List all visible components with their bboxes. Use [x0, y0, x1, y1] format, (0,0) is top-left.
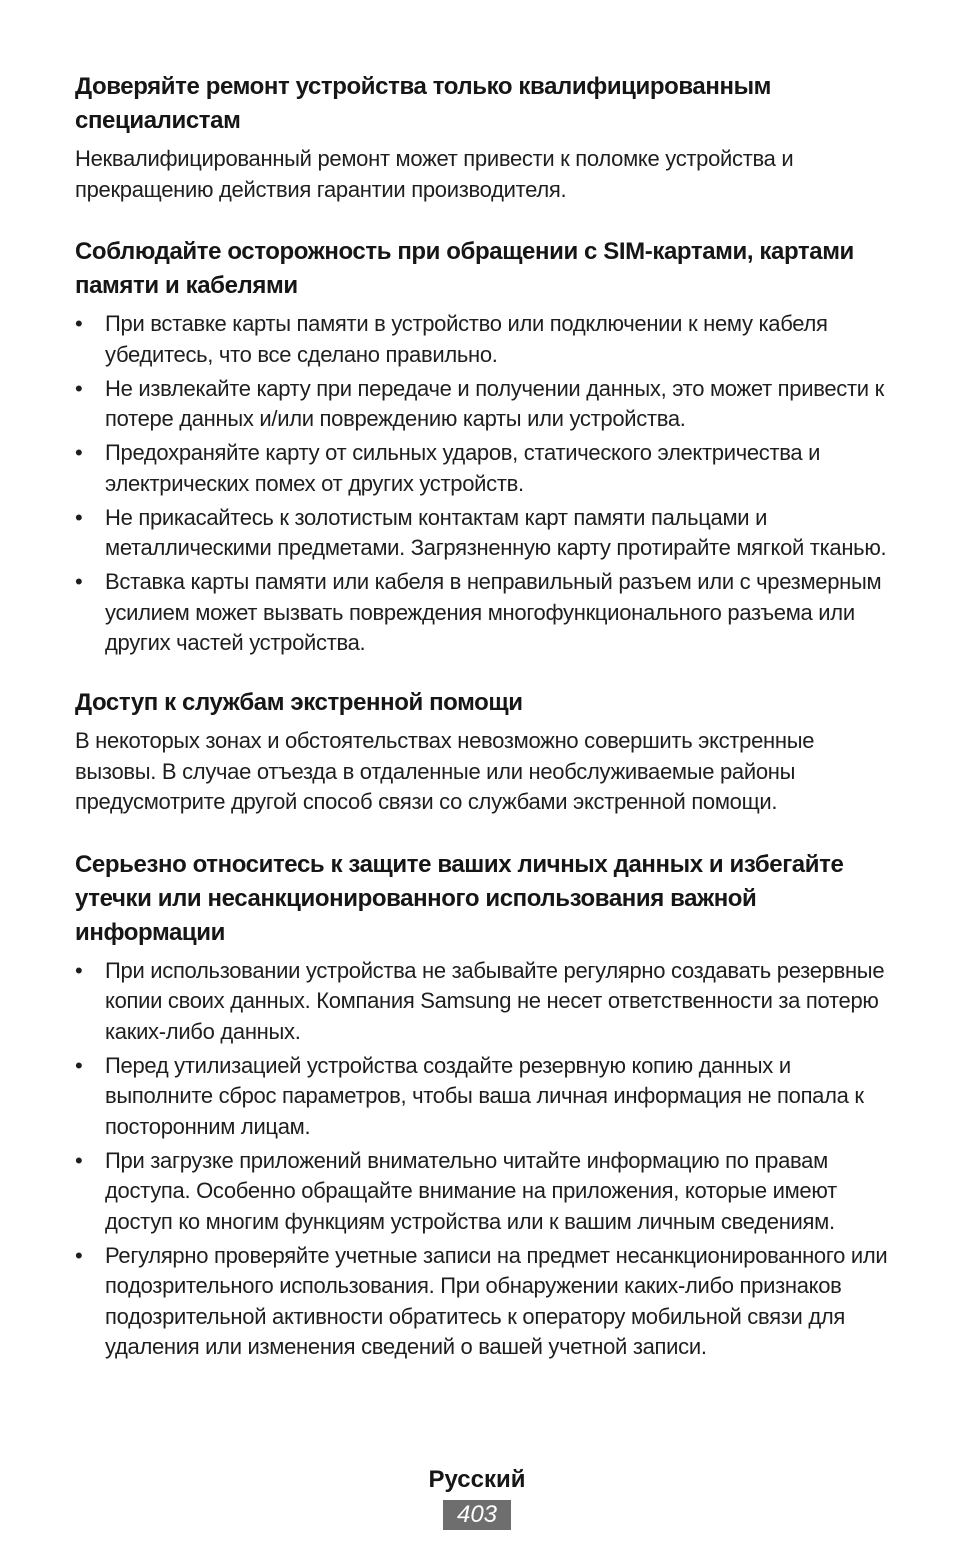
bullet-marker: • — [75, 1052, 83, 1078]
section-heading: Доступ к службам экстренной помощи — [75, 689, 523, 716]
section-heading: Доверяйте ремонт устройства только квалифицированным специалистам — [75, 73, 772, 134]
section-emergency — [75, 686, 890, 818]
section-paragraph: Неквалифицированный ремонт может привести к поломке устройства и прекращению действия гарантии производителя. — [75, 146, 794, 202]
page-footer — [0, 1462, 954, 1530]
bullet-list — [75, 956, 890, 1363]
list-item: • Не прикасайтесь к золотистым контактам карт памяти пальцами и металлическими предметами. Загрязненную карту протирайте мягкой тканью. — [75, 504, 887, 560]
list-item: • Вставка карты памяти или кабеля в неправильный разъем или с чрезмерным усилием может вызвать повреждения многофункционального разъема или других частей устройства. — [75, 569, 882, 655]
bullet-marker: • — [75, 440, 83, 465]
list-item: • Предохраняйте карту от сильных ударов, статического электричества и электрических помех от других устройств. — [75, 440, 821, 496]
bullet-marker: • — [75, 375, 83, 401]
bullet-marker: • — [75, 569, 83, 594]
list-item: • При использовании устройства не забывайте регулярно создавать резервные копии своих данных. Компания Samsung не несет ответственности за потерю каких-либо данных. — [75, 957, 885, 1044]
list-item: • При вставке карты памяти в устройство или подключении к нему кабеля убедитесь, что все сделано правильно. — [75, 311, 828, 367]
bullet-marker: • — [75, 957, 83, 983]
section-paragraph: В некоторых зонах и обстоятельствах невозможно совершить экстренные вызовы. В случае отъезда в отдаленные или необслуживаемые районы предусмотрите другой способ связи со службами экстренной помощи. — [75, 728, 815, 814]
bullet-marker: • — [75, 311, 83, 336]
bullet-list — [75, 309, 890, 659]
bullet-marker: • — [75, 1147, 83, 1173]
list-item: • Регулярно проверяйте учетные записи на предмет несанкционированного или подозрительного использования. При обнаружении каких-либо признаков подозрительной активности обратитесь к оператору мобильной связи для удаления или изменения сведений о вашей учетной записи. — [75, 1242, 888, 1359]
language-label: Русский — [428, 1466, 526, 1493]
section-cards-cables — [75, 235, 890, 659]
list-item: • Перед утилизацией устройства создайте резервную копию данных и выполните сброс параметров, чтобы ваша личная информация не попала к посторонним лицам. — [75, 1052, 864, 1139]
list-item: • При загрузке приложений внимательно читайте информацию по правам доступа. Особенно обращайте внимание на приложения, которые имеют доступ ко многим функциям устройства или к вашим личным сведениям. — [75, 1147, 837, 1234]
section-heading: Соблюдайте осторожность при обращении с SIM-картами, картами памяти и кабелями — [75, 238, 854, 299]
document-body — [75, 70, 890, 1366]
section-privacy — [75, 848, 890, 1363]
section-heading: Серьезно относитесь к защите ваших личных данных и избегайте утечки или несанкционированного использования важной информации — [75, 850, 844, 946]
list-item: • Не извлекайте карту при передаче и получении данных, это может привести к потере данных и/или повреждению карты или устройства. — [75, 375, 884, 431]
bullet-marker: • — [75, 1242, 83, 1268]
bullet-marker: • — [75, 504, 83, 530]
page-number: 403 — [443, 1500, 511, 1530]
section-repair — [75, 70, 890, 205]
